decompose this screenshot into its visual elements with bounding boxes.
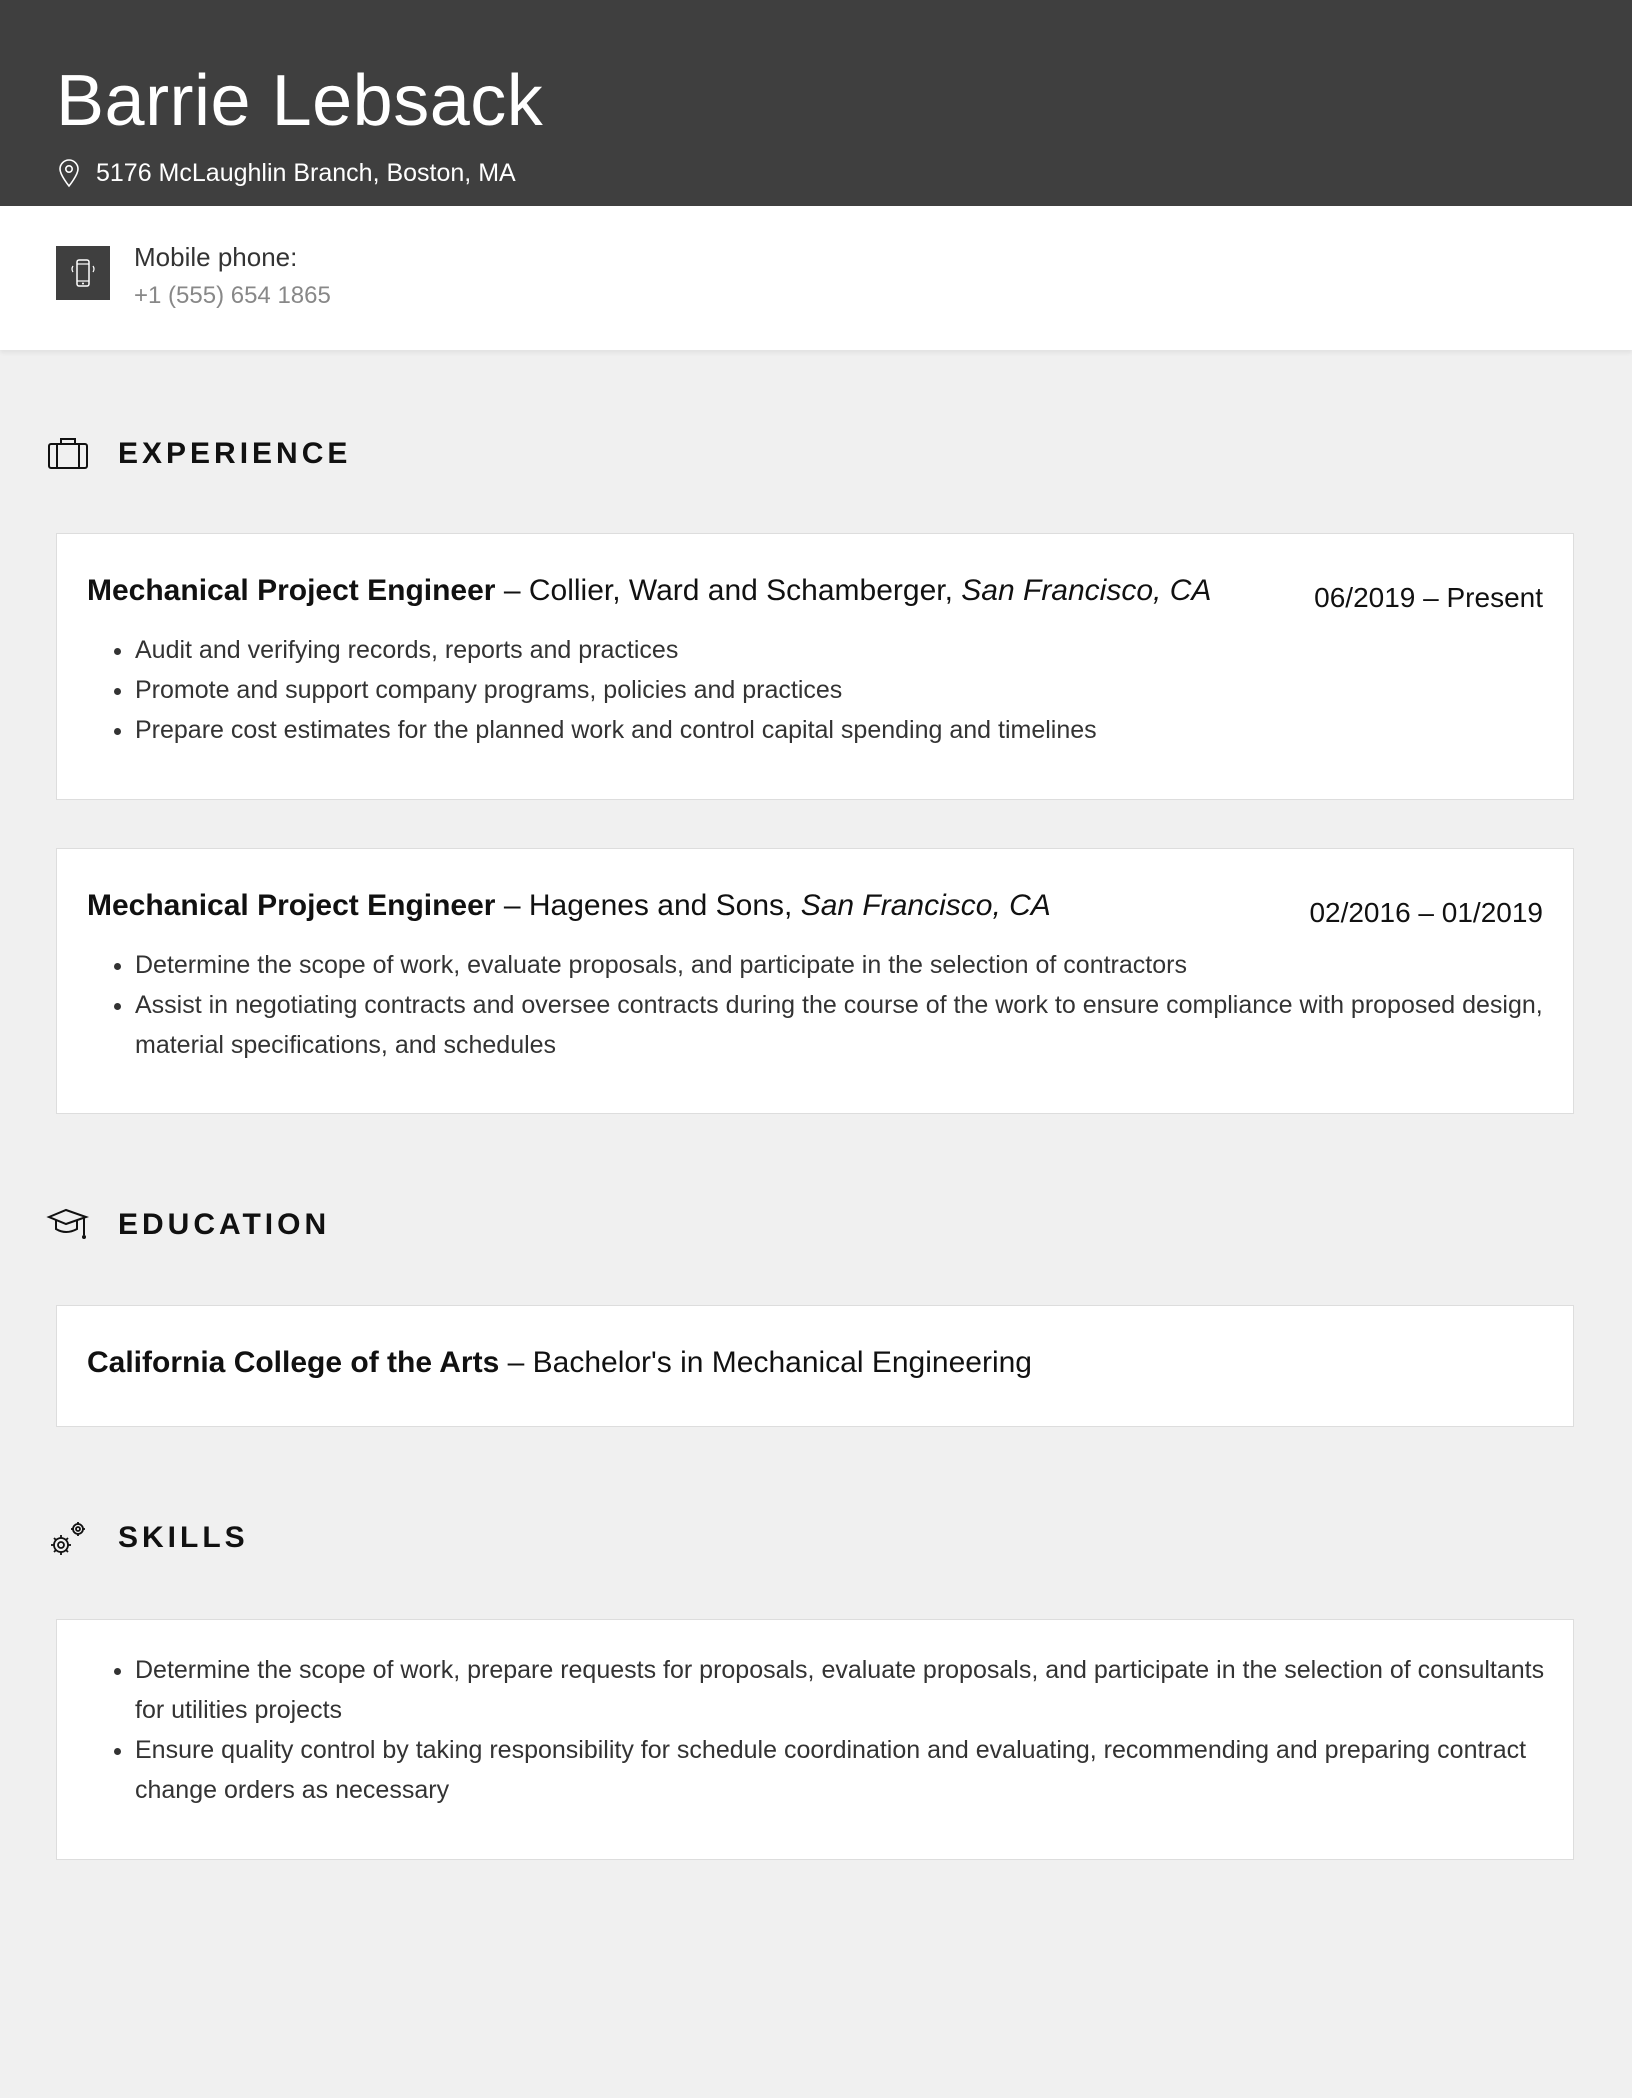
list-item: • Determine the scope of work, evaluate proposals, and participate in the selection of contractors [135, 945, 1555, 985]
address-text: 5176 McLaughlin Branch, Boston, MA [96, 158, 516, 187]
skills-heading [46, 1518, 249, 1558]
school-name: California College of the Arts [87, 1346, 500, 1379]
job-separator: – [495, 889, 529, 922]
phone-number[interactable]: +1 (555) 654 1865 [134, 282, 331, 309]
job-heading [87, 889, 1051, 923]
job-dates: 06/2019 – Present [1314, 582, 1543, 613]
candidate-name: Barrie Lebsack [56, 61, 544, 141]
job-heading [87, 574, 1211, 608]
job-dates: 02/2016 – 01/2019 [1309, 897, 1543, 928]
education-title: EDUCATION [118, 1208, 331, 1241]
list-item: • Promote and support company programs, policies and practices [135, 670, 1535, 710]
experience-heading [46, 434, 351, 474]
education-line [87, 1346, 1032, 1380]
list-item: • Prepare cost estimates for the planned work and control capital spending and timelines [135, 710, 1535, 750]
edu-separator: – [499, 1346, 533, 1379]
experience-item [56, 533, 1574, 800]
skills-list [87, 1650, 1555, 1810]
education-item [56, 1305, 1574, 1427]
list-item: • Assist in negotiating contracts and oversee contracts during the course of the work to ensure compliance with proposed design, material specifications, and schedules [135, 985, 1555, 1065]
job-location: San Francisco, CA [800, 889, 1051, 922]
experience-title: EXPERIENCE [118, 437, 352, 470]
briefcase-icon [46, 434, 90, 474]
list-item: • Determine the scope of work, prepare requests for proposals, evaluate proposals, and participate in the selection of consultants for utilities projects [135, 1650, 1555, 1730]
graduation-cap-icon [46, 1205, 90, 1245]
job-role: Mechanical Project Engineer [87, 889, 496, 922]
phone-label: Mobile phone: [134, 242, 298, 272]
job-company: Hagenes and Sons, [528, 889, 793, 922]
job-location: San Francisco, CA [961, 574, 1212, 607]
job-bullets [87, 945, 1555, 1065]
skills-title: SKILLS [118, 1521, 249, 1554]
job-company: Collier, Ward and Schamberger, [528, 574, 953, 607]
location-pin-icon [56, 158, 82, 188]
degree: Bachelor's in Mechanical Engineering [532, 1346, 1032, 1379]
gears-icon [46, 1518, 90, 1558]
mobile-phone-icon [56, 246, 110, 300]
address [56, 158, 516, 188]
job-bullets [87, 630, 1535, 750]
list-item: • Audit and verifying records, reports and practices [135, 630, 1535, 670]
list-item: • Ensure quality control by taking responsibility for schedule coordination and evaluating, recommending and preparing contract change orders as necessary [135, 1730, 1555, 1810]
experience-item [56, 848, 1574, 1114]
job-role: Mechanical Project Engineer [87, 574, 496, 607]
contact-bar [0, 206, 1632, 350]
education-heading [46, 1205, 330, 1245]
skills-card [56, 1619, 1574, 1860]
job-separator: – [495, 574, 529, 607]
resume-header [0, 0, 1632, 206]
